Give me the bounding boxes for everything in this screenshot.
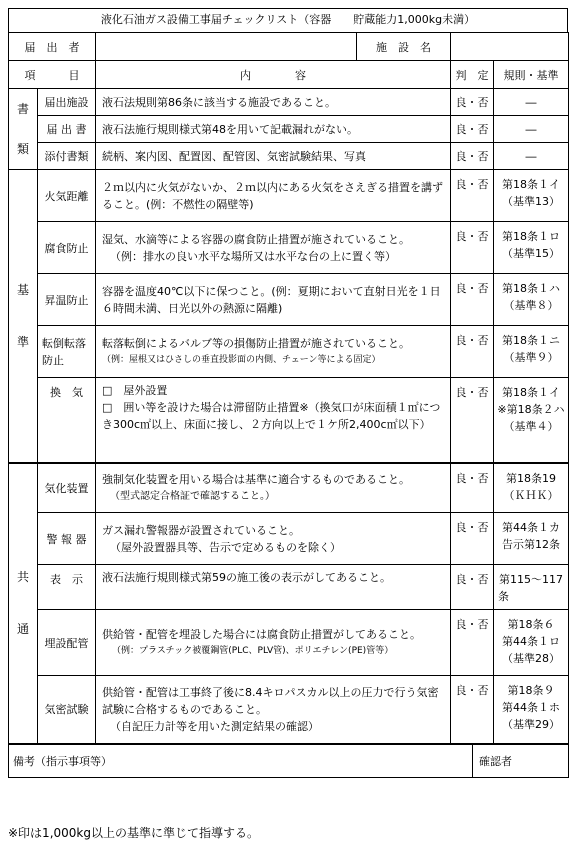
judge-field[interactable]: 良・否	[451, 170, 494, 222]
footnote: ※印は1,000kg以上の基準に準じて指導する。	[8, 826, 259, 840]
table-row	[9, 463, 569, 513]
table-row	[9, 513, 569, 565]
item-content: 液石法規則第86条に該当する施設であること。	[96, 89, 451, 116]
rule-line: ※第18条２ハ	[497, 403, 565, 416]
rule-ref	[494, 610, 569, 676]
item-label: 添付書類	[38, 143, 96, 170]
content-line: 強制気化装置を用いる場合は基準に適合するものであること。	[102, 472, 410, 486]
rule-ref	[494, 565, 569, 610]
rule-ref	[494, 513, 569, 565]
content-line: （例：プラスチック被覆鋼管(PLC、PLV管)、ポリエチレン(PE)管等）	[112, 645, 394, 656]
rule-line: 第18条１ロ	[502, 230, 560, 243]
rule-ref	[494, 463, 569, 513]
item-label: 気密試験	[38, 676, 96, 744]
content-line: （例：屋根又はひさしの垂直投影面の内側、チェーン等による固定）	[102, 354, 381, 365]
content-line: （屋外設置器具等、告示で定めるものを除く）	[110, 540, 341, 554]
rule-line: 第44条１カ	[502, 521, 560, 534]
item-content: 続柄、案内図、配置図、配管図、気密試験結果、写真	[96, 143, 451, 170]
group-char: 準	[16, 334, 29, 349]
rule-line: 第18条６	[507, 618, 555, 631]
rule-line: （基準４）	[503, 420, 559, 433]
rule-line: 第44条１ホ	[502, 701, 560, 714]
content-line: （自記圧力計等を用いた測定結果の確認）	[110, 719, 319, 733]
group-char: 類	[16, 142, 29, 156]
group-label-kijun	[9, 170, 38, 463]
rule-line: 条	[498, 590, 509, 603]
facility-value[interactable]	[451, 33, 569, 61]
judge-field[interactable]: 良・否	[451, 378, 494, 463]
item-label: 警 報 器	[38, 513, 96, 565]
rule-ref: ―	[494, 143, 569, 170]
item-content: ２ｍ以内に火気がないか、２ｍ以内にある火気をさえぎる措置を講ずること。(例：不燃性の隔壁等)	[96, 170, 451, 222]
item-label: 転倒転落防止	[38, 326, 96, 378]
rule-ref	[494, 170, 569, 222]
group-label-shorui	[9, 89, 38, 170]
item-content	[96, 676, 451, 744]
judge-field[interactable]: 良・否	[451, 610, 494, 676]
table-row	[9, 676, 569, 744]
item-label: 換 気	[38, 378, 96, 463]
table-row	[9, 222, 569, 274]
item-label: 火気距離	[38, 170, 96, 222]
item-content	[96, 222, 451, 274]
table-row	[9, 143, 569, 170]
item-content	[96, 610, 451, 676]
table-row	[9, 116, 569, 143]
rule-line: 第18条19	[506, 471, 556, 485]
item-content	[96, 463, 451, 513]
table-row	[9, 89, 569, 116]
judge-field[interactable]: 良・否	[451, 89, 494, 116]
rule-line: 第18条１ニ	[502, 334, 560, 347]
rule-ref: ―	[494, 116, 569, 143]
item-content: 液石法施行規則様式第59の施工後の表示がしてあること。	[96, 565, 451, 610]
table-row	[9, 326, 569, 378]
content-line: （例：排水の良い水平な場所又は水平な台の上に置く等）	[110, 249, 396, 263]
item-content	[96, 513, 451, 565]
rule-line: 第18条１イ	[502, 178, 560, 191]
rule-ref	[494, 222, 569, 274]
rule-line: 第18条１ハ	[502, 282, 560, 295]
rule-line: （ＫＨＫ）	[503, 488, 559, 502]
rule-ref	[494, 326, 569, 378]
judge-field[interactable]: 良・否	[451, 326, 494, 378]
column-content: 内 容	[96, 61, 451, 89]
rule-line: 第44条１ロ	[502, 635, 560, 648]
checklist-table	[8, 32, 569, 778]
rule-line: 第18条９	[507, 684, 555, 697]
column-rule: 規則・基準	[494, 61, 569, 89]
rule-ref: ―	[494, 89, 569, 116]
item-label: 埋設配管	[38, 610, 96, 676]
header-info-row	[9, 33, 569, 61]
content-line: ガス漏れ警報器が設置されていること。	[102, 523, 300, 537]
content-line: 供給管・配管を埋設した場合には腐食防止措置がしてあること。	[102, 627, 421, 641]
rule-ref	[494, 274, 569, 326]
content-line: （型式認定合格証で確認すること。）	[110, 490, 275, 502]
table-row	[9, 170, 569, 222]
applicant-label: 届 出 者	[9, 33, 96, 61]
judge-field[interactable]: 良・否	[451, 222, 494, 274]
content-line: 湿気、水滴等による容器の腐食防止措置が施されていること。	[102, 232, 410, 246]
rule-line: （基準15）	[502, 247, 560, 260]
rule-line: 第115～117	[499, 573, 563, 586]
content-line: □ 囲い等を設けた場合は滞留防止措置※（換気口が床面積１㎡につき300c㎡以上、床面に接し、２方向以上で１ケ所2,400c㎡以下）	[102, 401, 441, 431]
column-header-row	[9, 61, 569, 89]
rule-line: （基準28）	[502, 652, 560, 665]
item-content	[96, 326, 451, 378]
rule-line: （基準８）	[503, 299, 559, 312]
item-label: 表 示	[38, 565, 96, 610]
judge-field[interactable]: 良・否	[451, 274, 494, 326]
remarks-row	[9, 744, 569, 778]
remarks-field[interactable]	[9, 744, 473, 778]
column-judge: 判 定	[451, 61, 494, 89]
rule-line: （基準13）	[502, 195, 560, 208]
group-char: 通	[16, 622, 29, 636]
rule-ref	[494, 378, 569, 463]
table-row	[9, 610, 569, 676]
item-label: 気化装置	[38, 463, 96, 513]
confirmer-field[interactable]	[473, 744, 569, 778]
item-content: 液石法施行規則様式第48を用いて記載漏れがない。	[96, 116, 451, 143]
judge-field[interactable]: 良・否	[451, 116, 494, 143]
remarks-label: 備考（指示事項等）	[13, 754, 112, 768]
item-label: 届 出 書	[38, 116, 96, 143]
rule-ref	[494, 676, 569, 744]
group-char: 基	[16, 282, 29, 297]
judge-field[interactable]: 良・否	[451, 143, 494, 170]
group-label-kyotsu	[9, 463, 38, 744]
content-line: 転落転倒によるバルブ等の損傷防止措置が施されていること。	[102, 336, 410, 350]
item-label: 昇温防止	[38, 274, 96, 326]
content-line: □ 屋外設置	[102, 384, 168, 397]
rule-line: 第18条１イ	[502, 386, 560, 399]
rule-line: （基準９）	[503, 351, 559, 364]
group-char: 書	[16, 102, 29, 116]
judge-field[interactable]: 良・否	[451, 463, 494, 513]
table-row	[9, 378, 569, 463]
column-item: 項 目	[9, 61, 96, 89]
item-label: 腐食防止	[38, 222, 96, 274]
item-content	[96, 378, 451, 463]
content-line: 供給管・配管は工事終了後に8.4キロパスカル以上の圧力で行う気密試験に合格するものであること。	[102, 685, 439, 716]
item-content: 容器を温度40℃以下に保つこと。(例：夏期において直射日光を１日６時間未満、日光以外の熱源に隔離)	[96, 274, 451, 326]
judge-field[interactable]: 良・否	[451, 513, 494, 565]
rule-line: （基準29）	[502, 718, 560, 731]
group-char: 共	[16, 570, 29, 584]
judge-field[interactable]: 良・否	[451, 565, 494, 610]
applicant-value[interactable]	[96, 33, 357, 61]
rule-line: 告示第12条	[502, 538, 560, 551]
table-row	[9, 565, 569, 610]
facility-label: 施 設 名	[357, 33, 451, 61]
confirmer-label: 確認者	[479, 754, 512, 768]
item-label: 届出施設	[38, 89, 96, 116]
document-title: 液化石油ガス設備工事届チェックリスト（容器 貯蔵能力1,000kg未満）	[8, 8, 568, 32]
table-row	[9, 274, 569, 326]
judge-field[interactable]: 良・否	[451, 676, 494, 744]
